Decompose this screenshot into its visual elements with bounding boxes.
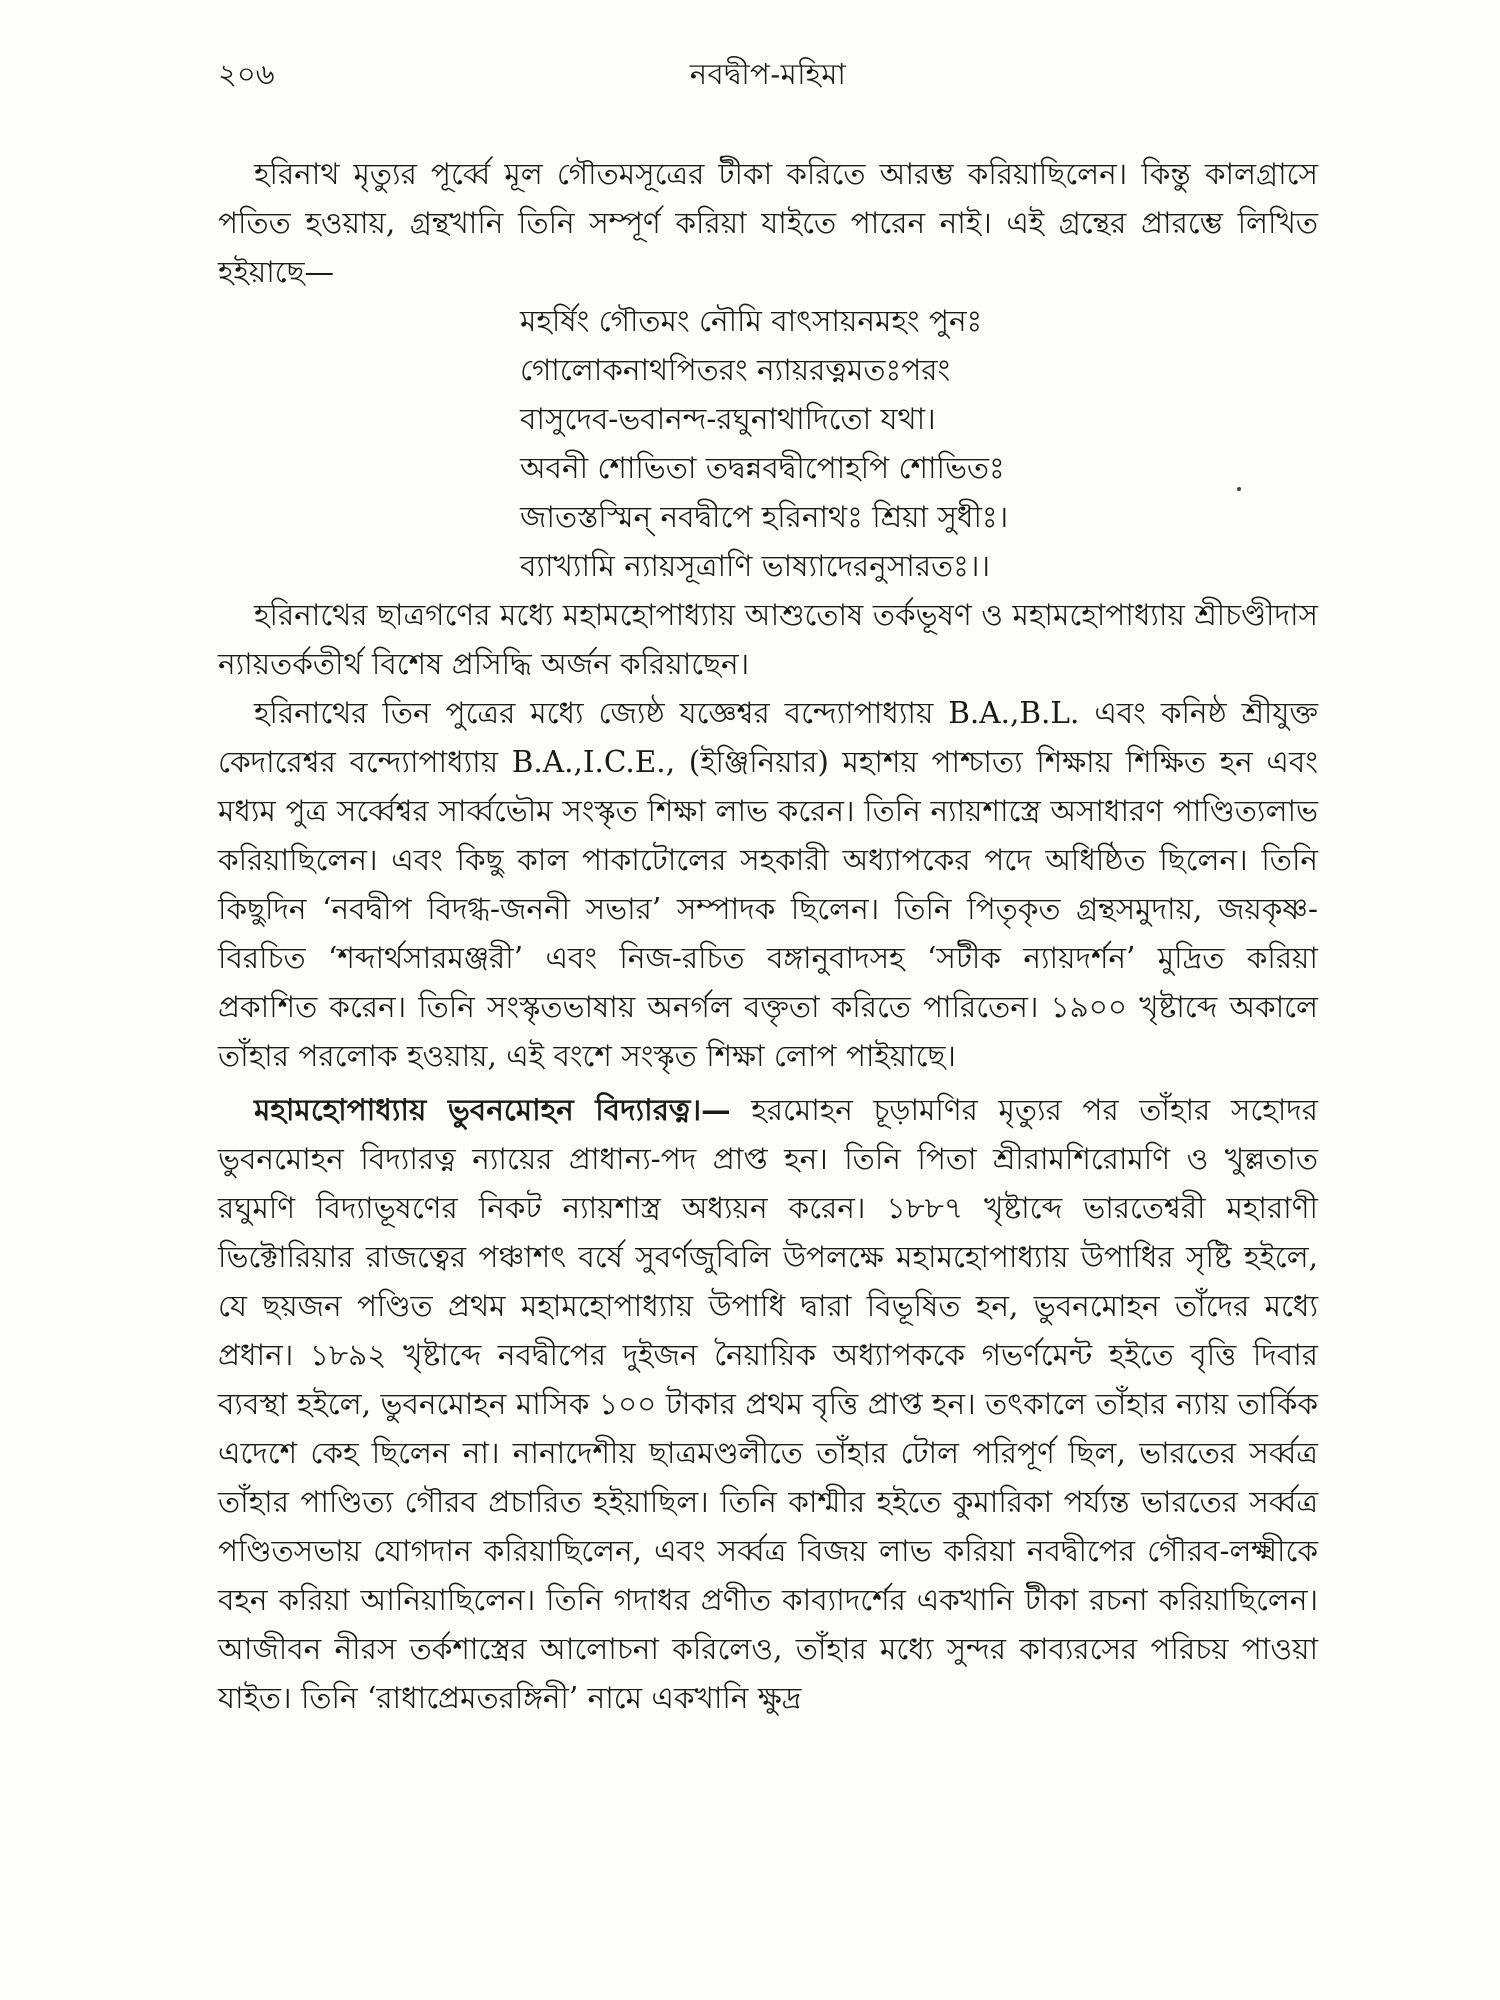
section-heading: মহামহোপাধ্যায় ভুবনমোহন বিদ্যারত্ন।—	[254, 1092, 731, 1127]
verse-line: ব্যাখ্যামি ন্যায়সূত্রাণি ভাষ্যাদেরনুসারতঃ।।	[520, 549, 991, 583]
page-number: ২০৬	[218, 57, 275, 91]
stray-mark	[1237, 487, 1241, 491]
verse-line: অবনী শোভিতা তদ্বন্নবদ্বীপোহপি শোভিতঃ	[520, 451, 1005, 485]
paragraph-4	[218, 1085, 1318, 1723]
running-title: নবদ্বীপ-মহিমা	[689, 57, 847, 91]
paragraph-3: হরিনাথের তিন পুত্রের মধ্যে জ্যেষ্ঠ যজ্ঞেশ্বর বন্দ্যোপাধ্যায় B.A.,B.L. এবং কনিষ্ঠ শ্রীযুক্ত কেদারেশ্বর বন্দ্যোপাধ্যায় B.A.,I.C.E., (ইঞ্জিনিয়ার) মহাশয় পাশ্চাত্য শিক্ষায় শিক্ষিত হন এবং মধ্যম পুত্র সর্ব্বেশ্বর সার্ব্বভৌম সংস্কৃত শিক্ষা লাভ করেন। তিনি ন্যায়শাস্ত্রে অসাধারণ পাণ্ডিত্যলাভ করিয়াছিলেন। এবং কিছু কাল পাকাটোলের সহকারী অধ্যাপকের পদে অধিষ্ঠিত ছিলেন। তিনি কিছুদিন ‘নবদ্বীপ বিদগ্ধ-জননী সভার’ সম্পাদক ছিলেন। তিনি পিতৃকৃত গ্রন্থসমুদায়, জয়কৃষ্ণ-বিরচিত ‘শব্দার্থসারমঞ্জরী’ এবং নিজ-রচিত বঙ্গানুবাদসহ ‘সটীক ন্যায়দর্শন’ মুদ্রিত করিয়া প্রকাশিত করেন। তিনি সংস্কৃতভাষায় অনর্গল বক্তৃতা করিতে পারিতেন। ১৯০০ খৃষ্টাব্দে অকালে তাঁহার পরলোক হওয়ায়, এই বংশে সংস্কৃত শিক্ষা লোপ পাইয়াছে।	[218, 696, 1318, 1073]
paragraph-4-text: হরমোহন চূড়ামণির মৃত্যুর পর তাঁহার সহোদর ভুবনমোহন বিদ্যারত্ন ন্যায়ের প্রাধান্য-পদ প্রাপ্ত হন। তিনি পিতা শ্রীরামশিরোমণি ও খুল্লতাত রঘুমণি বিদ্যাভূষণের নিকট ন্যায়শাস্ত্র অধ্যয়ন করেন। ১৮৮৭ খৃষ্টাব্দে ভারতেশ্বরী মহারাণী ভিক্টোরিয়ার রাজত্বের পঞ্চাশৎ বর্ষে সুবর্ণজুবিলি উপলক্ষে মহামহোপাধ্যায় উপাধির সৃষ্টি হইলে, যে ছয়জন পণ্ডিত প্রথম মহামহোপাধ্যায় উপাধি দ্বারা বিভূষিত হন, ভুবনমোহন তাঁদের মধ্যে প্রধান। ১৮৯২ খৃষ্টাব্দে নবদ্বীপের দুইজন নৈয়ায়িক অধ্যাপককে গভর্ণমেন্ট হইতে বৃত্তি দিবার ব্যবস্থা হইলে, ভুবনমোহন মাসিক ১০০ টাকার প্রথম বৃত্তি প্রাপ্ত হন। তৎকালে তাঁহার ন্যায় তার্কিক এদেশে কেহ ছিলেন না। নানাদেশীয় ছাত্রমণ্ডলীতে তাঁহার টোল পরিপূর্ণ ছিল, ভারতের সর্ব্বত্র তাঁহার পাণ্ডিত্য গৌরব প্রচারিত হইয়াছিল। তিনি কাশ্মীর হইতে কুমারিকা পর্য্যন্ত ভারতের সর্ব্বত্র পণ্ডিতসভায় যোগদান করিয়াছিলেন, এবং সর্ব্বত্র বিজয় লাভ করিয়া নবদ্বীপের গৌরব-লক্ষ্মীকে বহন করিয়া আনিয়াছিলেন। তিনি গদাধর প্রণীত কাব্যাদর্শের একখানি টীকা রচনা করিয়াছিলেন। আজীবন নীরস তর্কশাস্ত্রের আলোচনা করিলেও, তাঁহার মধ্যে সুন্দর কাব্যরসের পরিচয় পাওয়া যাইত। তিনি ‘রাধাপ্রেমতরঙ্গিনী’ নামে একখানি ক্ষুদ্র	[218, 1093, 1319, 1715]
body-text	[218, 150, 1318, 1723]
paragraph-1: হরিনাথ মৃত্যুর পূর্ব্বে মূল গৌতমসূত্রের টীকা করিতে আরম্ভ করিয়াছিলেন। কিন্তু কালগ্রাসে পতিত হওয়ায়, গ্রন্থখানি তিনি সম্পূর্ণ করিয়া যাইতে পারেন নাই। এই গ্রন্থের প্রারম্ভে লিখিত হইয়াছে—	[218, 157, 1318, 289]
verse-line: গোলোকনাথপিতরং ন্যায়রত্নমতঃপরং	[520, 353, 951, 387]
paragraph-2: হরিনাথের ছাত্রগণের মধ্যে মহামহোপাধ্যায় আশুতোষ তর্কভূষণ ও মহামহোপাধ্যায় শ্রীচণ্ডীদাস ন্যায়তর্কতীর্থ বিশেষ প্রসিদ্ধি অর্জন করিয়াছেন।	[218, 598, 1318, 681]
sanskrit-verse	[520, 297, 1318, 591]
page-header	[218, 52, 1318, 100]
verse-line: মহর্ষিং গৌতমং নৌমি বাৎসায়নমহং পুনঃ	[520, 304, 983, 338]
verse-line: জাতস্তস্মিন্ নবদ্বীপে হরিনাথঃ শ্রিয়া সুধীঃ।	[520, 500, 1009, 534]
verse-line: বাসুদেব-ভবানন্দ-রঘুনাথাদিতো যথা।	[520, 402, 936, 436]
